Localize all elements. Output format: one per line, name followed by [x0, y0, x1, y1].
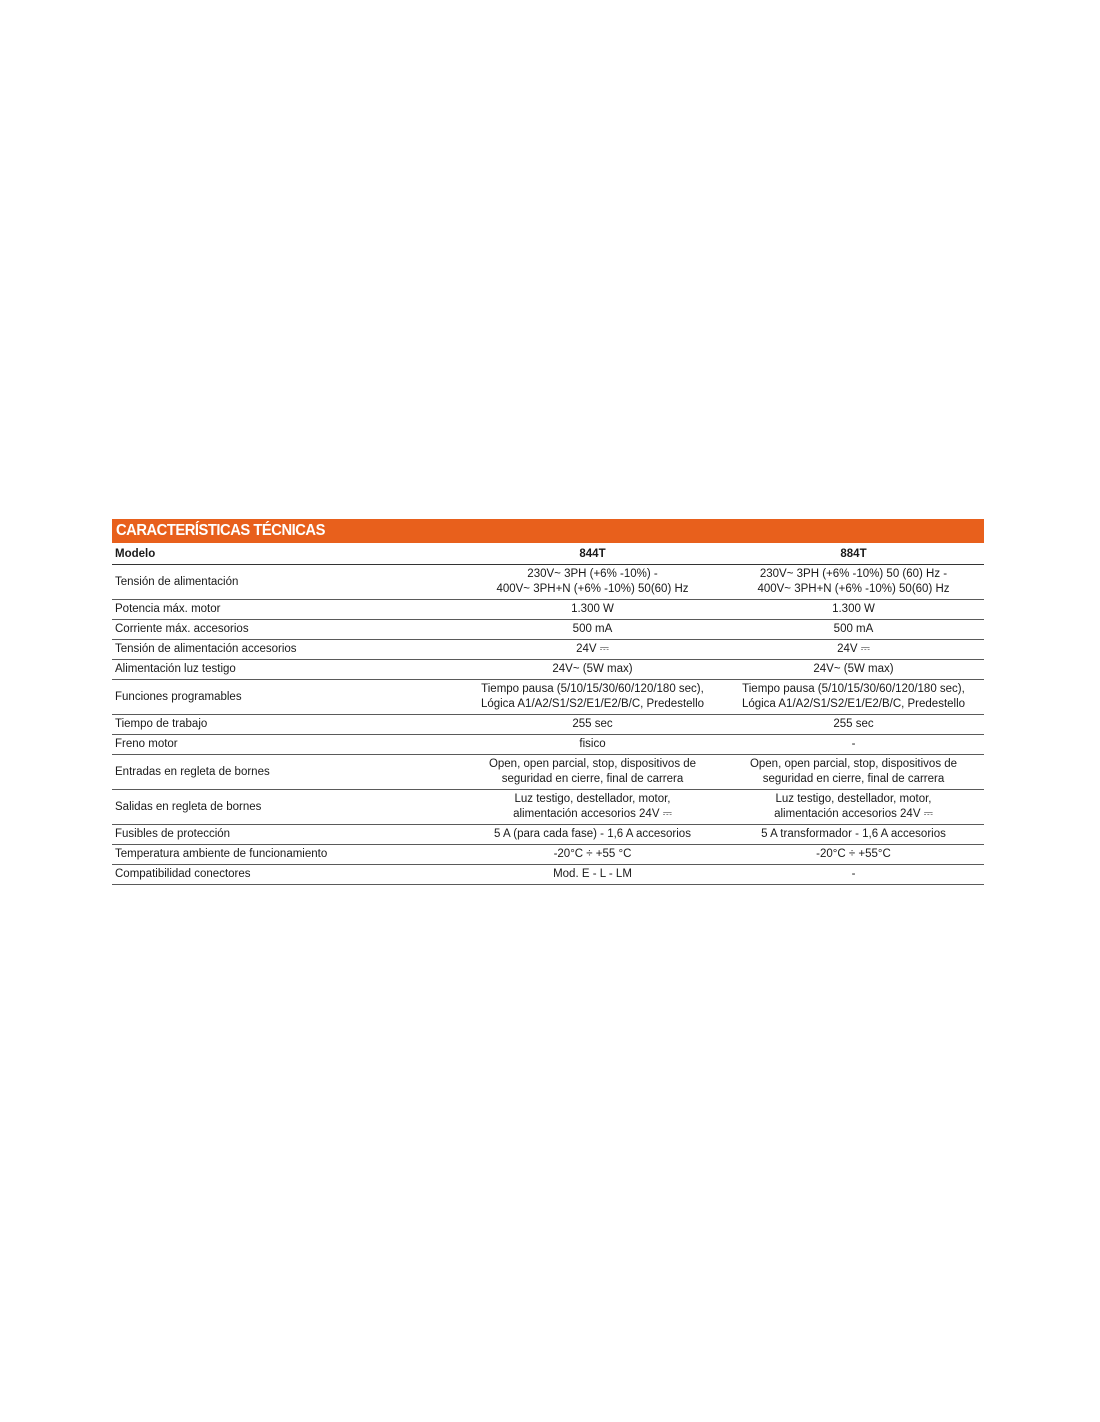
row-label: Funciones programables	[115, 690, 242, 703]
row-value-884t: -	[851, 738, 856, 750]
row-value-844t: 5 A (para cada fase) - 1,6 A accesorios	[494, 828, 691, 840]
table-row	[112, 565, 984, 600]
row-value-884t: 500 mA	[833, 623, 874, 635]
row-value-884t: 24V ⎓	[837, 643, 870, 655]
row-value-844t: 230V~ 3PH (+6% -10%) - 400V~ 3PH+N (+6% -10%) 50(60) Hz	[496, 568, 689, 595]
row-value-884t: 255 sec	[833, 718, 874, 730]
header-884t: 884T	[840, 548, 867, 560]
section-title-bar	[112, 519, 984, 543]
table-header-row	[112, 543, 984, 565]
row-label: Tensión de alimentación	[115, 575, 239, 588]
row-label: Tensión de alimentación accesorios	[115, 643, 297, 655]
row-label: Salidas en regleta de bornes	[115, 800, 262, 813]
table-row	[112, 715, 984, 735]
row-label: Potencia máx. motor	[115, 603, 221, 615]
header-model: Modelo	[115, 548, 156, 560]
row-value-844t: 24V~ (5W max)	[552, 663, 633, 675]
table-row	[112, 640, 984, 660]
technical-specs-section	[112, 519, 984, 885]
row-label: Entradas en regleta de bornes	[115, 765, 270, 778]
table-row	[112, 865, 984, 885]
row-value-844t: 500 mA	[572, 623, 613, 635]
row-value-884t: Open, open parcial, stop, dispositivos de seguridad en cierre, final de carrera	[749, 758, 958, 785]
row-value-884t: Luz testigo, destellador, motor, alimentación accesorios 24V ⎓	[774, 793, 933, 820]
row-value-844t: Tiempo pausa (5/10/15/30/60/120/180 sec), Lógica A1/A2/S1/S2/E1/E2/B/C, Predestello	[480, 683, 705, 710]
section-title: CARACTERÍSTICAS TÉCNICAS	[116, 522, 325, 539]
table-row	[112, 845, 984, 865]
table-row	[112, 660, 984, 680]
row-value-844t: 1.300 W	[571, 603, 614, 615]
row-value-884t: -20°C ÷ +55°C	[816, 848, 891, 860]
row-value-844t: -20°C ÷ +55 °C	[553, 848, 632, 860]
spec-table	[112, 543, 984, 885]
row-value-844t: Open, open parcial, stop, dispositivos de seguridad en cierre, final de carrera	[488, 758, 697, 785]
row-label: Compatibilidad conectores	[115, 868, 251, 880]
row-value-844t: 24V ⎓	[576, 643, 609, 655]
row-value-844t: fisico	[579, 738, 606, 750]
row-label: Alimentación luz testigo	[115, 663, 236, 675]
row-value-844t: 255 sec	[572, 718, 613, 730]
row-value-844t: Mod. E - L - LM	[553, 868, 632, 880]
row-label: Temperatura ambiente de funcionamiento	[115, 848, 328, 860]
table-row	[112, 755, 984, 790]
table-row	[112, 620, 984, 640]
table-row	[112, 600, 984, 620]
row-value-884t: 1.300 W	[832, 603, 875, 615]
row-value-844t: Luz testigo, destellador, motor, alimentación accesorios 24V ⎓	[513, 793, 672, 820]
table-row	[112, 680, 984, 715]
table-row	[112, 735, 984, 755]
row-value-884t: Tiempo pausa (5/10/15/30/60/120/180 sec), Lógica A1/A2/S1/S2/E1/E2/B/C, Predestello	[741, 683, 966, 710]
row-value-884t: 24V~ (5W max)	[813, 663, 894, 675]
table-row	[112, 825, 984, 845]
row-value-884t: 230V~ 3PH (+6% -10%) 50 (60) Hz - 400V~ 3PH+N (+6% -10%) 50(60) Hz	[757, 568, 950, 595]
row-label: Fusibles de protección	[115, 828, 231, 840]
row-label: Freno motor	[115, 738, 178, 750]
row-value-884t: 5 A transformador - 1,6 A accesorios	[761, 828, 946, 840]
header-844t: 844T	[579, 548, 606, 560]
row-value-884t: -	[851, 868, 856, 880]
row-label: Corriente máx. accesorios	[115, 623, 249, 635]
table-row	[112, 790, 984, 825]
row-label: Tiempo de trabajo	[115, 718, 208, 730]
